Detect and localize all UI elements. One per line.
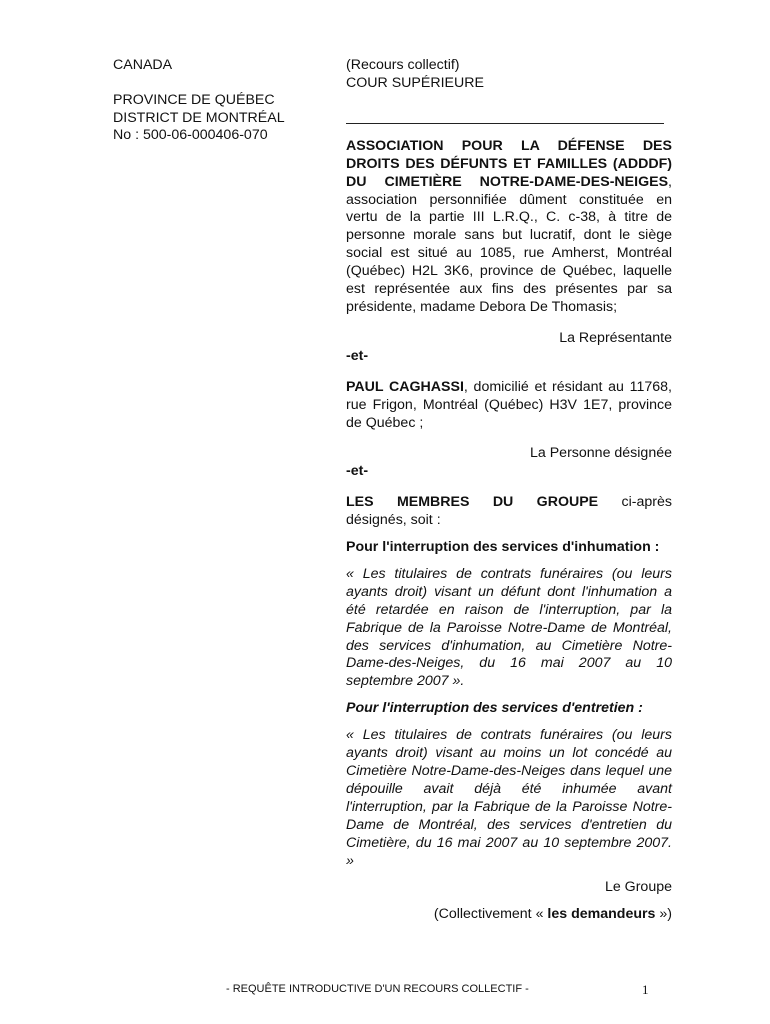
group-definition-burial: « Les titulaires de contrats funéraires (ou leurs ayants droit) visant un défunt dont l'inhumation a été retardée en raison de l'interruption, par la Fabrique de la Paroisse Notre-Dame de Montréal, des services d'inhumation, au Cimetière Notre-Dame-des-Neiges, du 16 mai 2007 au 10 septembre 2007 ».	[346, 565, 672, 690]
members-word: GROUPE	[536, 494, 599, 511]
group-definition-maintenance: « Les titulaires de contrats funéraires (ou leurs ayants droit) visant au moins un lot concédé au Cimetière Notre-Dame-des-Neiges dans lequel une dépouille avait déjà été inhumée avant l'interruption, par la Fabrique de la Paroisse Notre-Dame de Montréal, des services d'entretien du Cimetière, du 16 mai 2007 au 10 septembre 2007. »	[346, 727, 672, 869]
party-association	[346, 138, 672, 317]
role-group: Le Groupe	[604, 879, 672, 896]
group-heading-maintenance: Pour l'interruption des services d'entretien :	[346, 700, 643, 717]
country: CANADA	[113, 57, 173, 73]
members-word: DU	[492, 494, 514, 511]
file-number: No : 500-06-000406-070	[113, 127, 268, 144]
province: PROVINCE DE QUÉBEC	[113, 92, 275, 109]
collective-term: les demandeurs	[547, 906, 656, 923]
page-number: 1	[642, 982, 649, 997]
role-designated-person: La Personne désignée	[530, 445, 672, 462]
group-heading-burial: Pour l'interruption des services d'inhumation :	[346, 539, 660, 556]
party-designated-person-description: , domicilié et résidant au 11768, rue Frigon, Montréal (Québec) H3V 1E7, province de Québec ;	[346, 378, 672, 431]
caption-left-block	[113, 57, 333, 145]
collective-prefix: (Collectivement «	[433, 906, 548, 923]
party-designated-person	[346, 379, 672, 433]
group-members-line	[346, 494, 672, 512]
conjunction-et: -et-	[346, 463, 369, 480]
party-association-description: , association personnifiée dûment constituée en vertu de la partie III L.R.Q., C. c-38, à titre de personne morale sans but lucratif, dont le siège social est situé au 1085, rue Amherst, Montréal (Québec) H2L 3K6, province de Québec, laquelle est représentée aux fins des présentes par sa présidente, madame Debora De Thomasis;	[346, 173, 672, 315]
collective-suffix: »)	[655, 906, 672, 923]
district: DISTRICT DE MONTRÉAL	[113, 109, 285, 126]
party-designated-person-name: PAUL CAGHASSI	[346, 378, 464, 395]
members-designation: désignés, soit :	[346, 512, 441, 529]
caption-right-block	[346, 57, 672, 924]
collective-designation	[346, 906, 672, 924]
footer-title: - REQUÊTE INTRODUCTIVE D'UN RECOURS COLLECTIF -	[226, 983, 529, 995]
conjunction-et: -et-	[346, 347, 369, 364]
party-association-name: ASSOCIATION POUR LA DÉFENSE DES DROITS DES DÉFUNTS ET FAMILLES (ADDDF) DU CIMETIÈRE NOTRE-DAME-DES-NEIGES	[346, 137, 672, 190]
proceeding-type: (Recours collectif)	[346, 57, 460, 73]
role-representative: La Représentante	[559, 329, 672, 346]
members-word: LES	[346, 494, 374, 511]
court-name: COUR SUPÉRIEURE	[346, 74, 484, 91]
members-word: MEMBRES	[396, 494, 470, 511]
members-after: ci-après	[621, 494, 672, 511]
